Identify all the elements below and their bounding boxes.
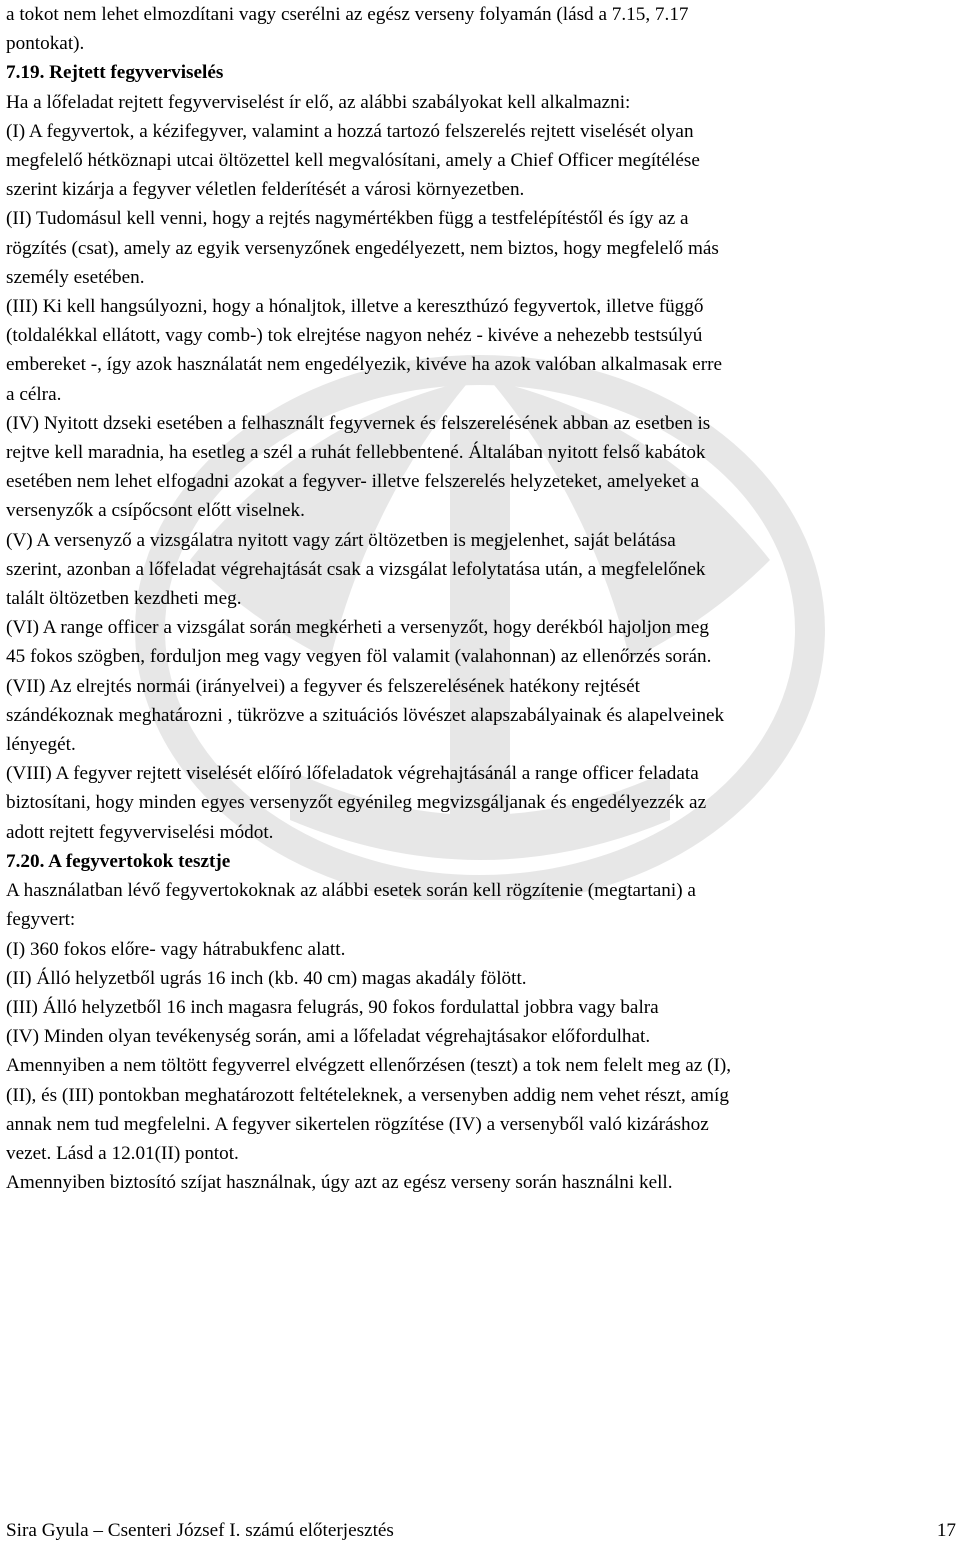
text-line: lényegét.	[6, 734, 76, 756]
text-line: szerint, azonban a lőfeladat végrehajtását csak a vizsgálat lefolytatása után, a megfelelőnek	[6, 558, 706, 580]
text-line: biztosítani, hogy minden egyes versenyzőt egyénileg megvizsgáljanak és engedélyezzék az	[6, 792, 707, 814]
text-line: szándékoznak meghatározni , tükrözve a szituációs lövészet alapszabályainak és alapelveinek	[6, 704, 725, 726]
text-line: Amennyiben biztosító szíjat használnak, úgy azt az egész verseny során használni kell.	[6, 1172, 673, 1194]
text-line: (VII) Az elrejtés normái (irányelvei) a fegyver és felszerelésének hatékony rejtését	[6, 675, 640, 697]
page-footer	[6, 1516, 956, 1545]
text-line: (II) Tudomásul kell venni, hogy a rejtés nagymértékben függ a testfelépítéstől és így az a	[6, 208, 689, 230]
footer-author-text: Sira Gyula – Csenteri József I. számú előterjesztés	[6, 1520, 394, 1541]
text-line: fegyvert:	[6, 909, 76, 931]
text-line: a tokot nem lehet elmozdítani vagy cserélni az egész verseny folyamán (lásd a 7.15, 7.17	[6, 4, 689, 25]
text-line: vezet. Lásd a 12.01(II) pontot.	[6, 1142, 239, 1164]
text-line: a célra.	[6, 383, 62, 405]
text-line: (II), és (III) pontokban meghatározott feltételeknek, a versenyben addig nem vehet részt, amíg	[6, 1084, 729, 1106]
section-heading: 7.19. Rejtett fegyverviselés	[6, 62, 224, 84]
text-line: pontokat).	[6, 33, 85, 55]
text-line: (II) Álló helyzetből ugrás 16 inch (kb. 40 cm) magas akadály fölött.	[6, 967, 527, 989]
section-heading: 7.20. A fegyvertokok tesztje	[6, 850, 231, 872]
text-line: talált öltözetben kezdheti meg.	[6, 588, 242, 610]
text-line: személy esetében.	[6, 266, 145, 288]
text-line: (I) 360 fokos előre- vagy hátrabukfenc alatt.	[6, 938, 346, 960]
text-line: megfelelő hétköznapi utcai öltözettel kell megvalósítani, amely a Chief Officer megítélése	[6, 150, 700, 172]
text-line: (IV) Minden olyan tevékenység során, ami a lőfeladat végrehajtásakor előfordulhat.	[6, 1026, 651, 1048]
text-line: (I) A fegyvertok, a kézifegyver, valamint a hozzá tartozó felszerelés rejtett viselését olyan	[6, 120, 694, 142]
text-line: embereket -, így azok használatát nem engedélyezik, kivéve ha azok valóban alkalmasak erre	[6, 354, 722, 376]
text-line: Amennyiben a nem töltött fegyverrel elvégzett ellenőrzésen (teszt) a tok nem felelt meg az (I),	[6, 1055, 732, 1077]
text-line: (VI) A range officer a vizsgálat során megkérheti a versenyzőt, hogy derékból hajoljon meg	[6, 617, 709, 639]
text-line: (III) Álló helyzetből 16 inch magasra felugrás, 90 fokos fordulattal jobbra vagy balra	[6, 996, 659, 1018]
text-line: szerint kizárja a fegyver véletlen felderítését a városi környezetben.	[6, 179, 525, 201]
text-line: (IV) Nyitott dzseki esetében a felhasznált fegyvernek és felszerelésének abban az esetben is	[6, 412, 711, 434]
text-line: versenyzők a csípőcsont előtt viselnek.	[6, 500, 305, 522]
text-line: esetében nem lehet elfogadni azokat a fegyver- illetve felszerelés helyzeteket, amelyeket a	[6, 471, 700, 493]
page-number: 17	[936, 1520, 956, 1541]
text-line: rögzítés (csat), amely az egyik versenyzőnek engedélyezett, nem biztos, hogy megfelelő más	[6, 237, 719, 259]
text-line: (V) A versenyző a vizsgálatra nyitott vagy zárt öltözetben is megjelenhet, saját belátása	[6, 529, 676, 551]
text-line: rejtve kell maradnia, ha esetleg a szél a ruhát fellebbentené. Általában nyitott felső kabátok	[6, 442, 706, 464]
text-line: (VIII) A fegyver rejtett viselését előíró lőfeladatok végrehajtásánál a range officer feladata	[6, 763, 699, 785]
text-line: Ha a lőfeladat rejtett fegyverviselést ír elő, az alábbi szabályokat kell alkalmazni:	[6, 91, 631, 113]
document-body	[6, 0, 958, 1197]
text-line: A használatban lévő fegyvertokoknak az alábbi esetek során kell rögzítenie (megtartani) a	[6, 880, 696, 902]
text-line: (III) Ki kell hangsúlyozni, hogy a hónaljtok, illetve a kereszthúzó fegyvertok, illetve függő	[6, 296, 704, 318]
text-line: (toldalékkal ellátott, vagy comb-) tok elrejtése nagyon nehéz - kivéve a nehezebb testsúlyú	[6, 325, 703, 347]
text-line: 45 fokos szögben, forduljon meg vagy vegyen föl valamit (valahonnan) az ellenőrzés során.	[6, 646, 712, 668]
text-line: annak nem tud megfelelni. A fegyver sikertelen rögzítése (IV) a versenyből való kizáráshoz	[6, 1113, 709, 1135]
text-line: adott rejtett fegyverviselési módot.	[6, 821, 274, 843]
